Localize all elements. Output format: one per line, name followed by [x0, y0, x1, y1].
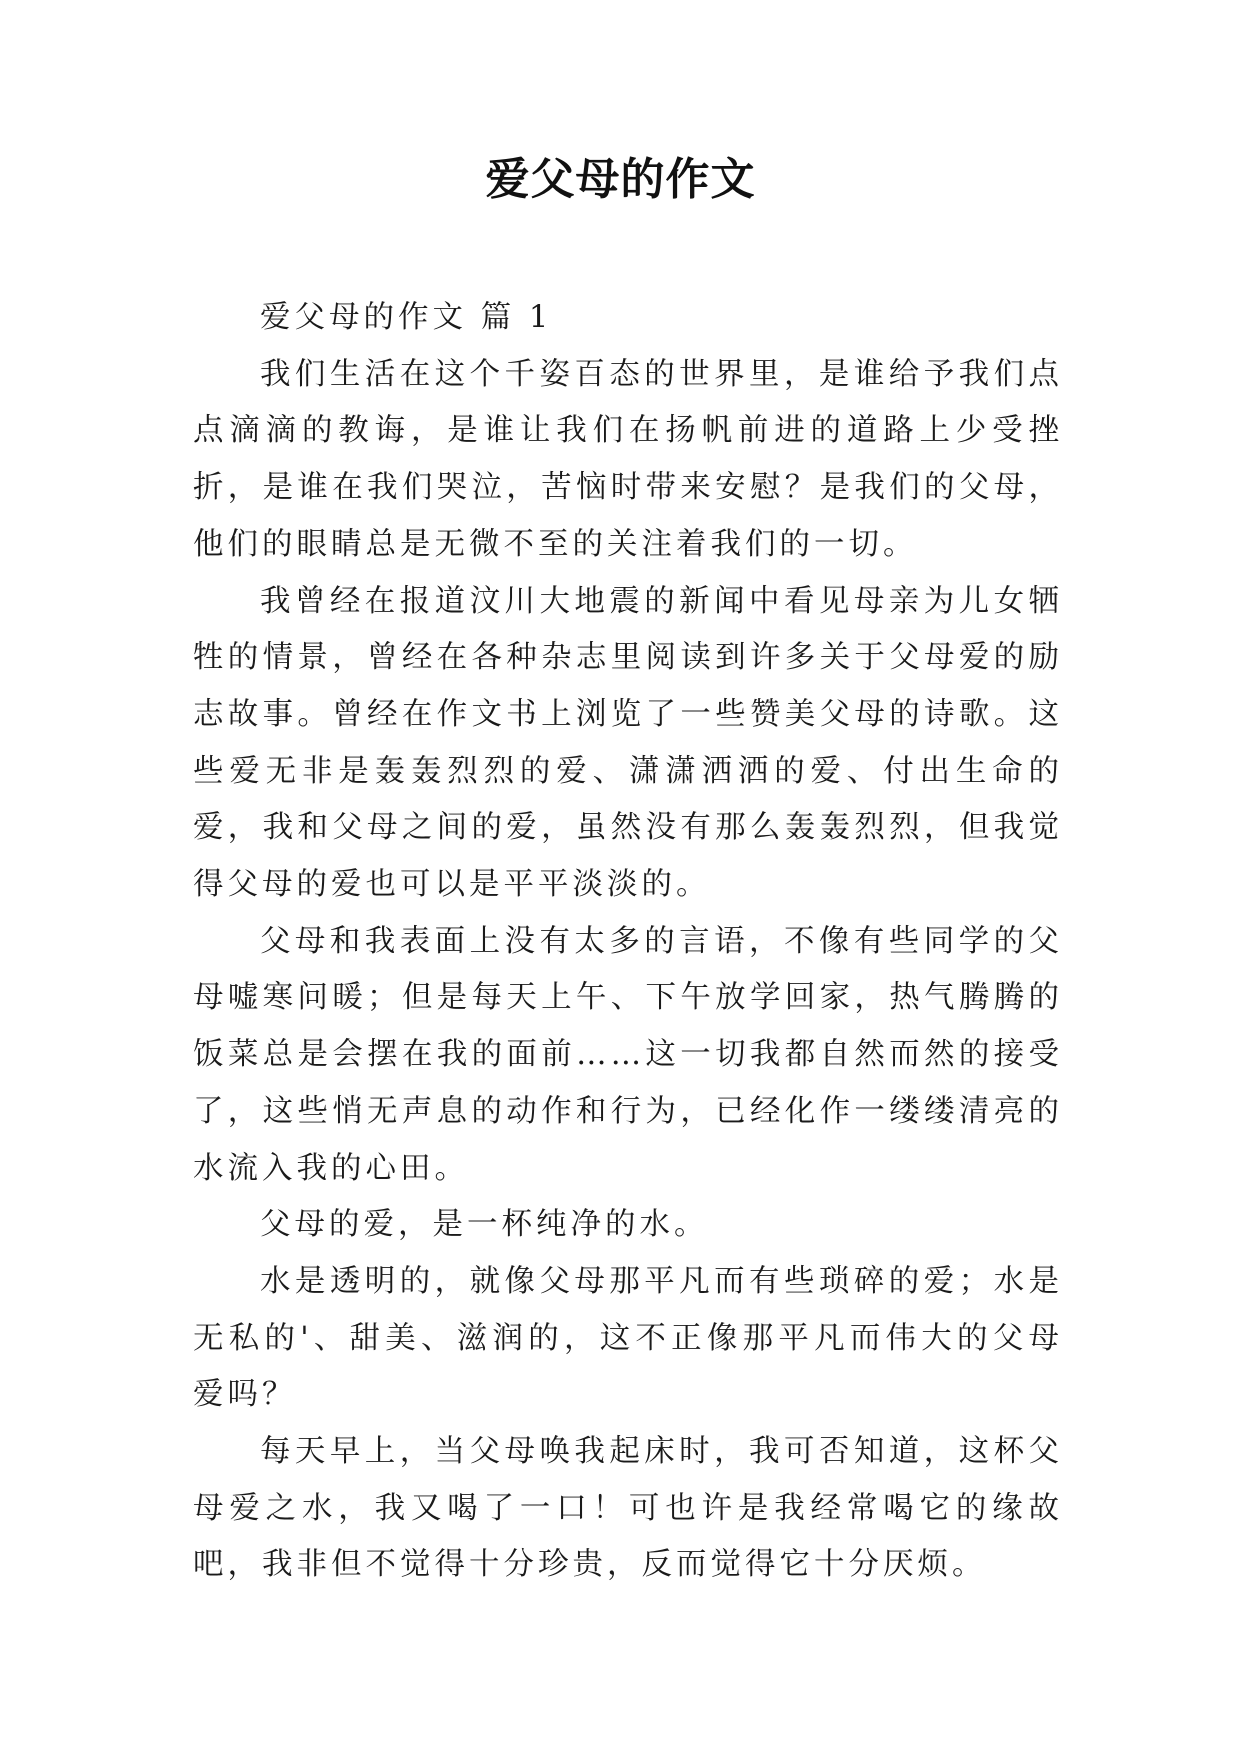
paragraph: 我们生活在这个千姿百态的世界里，是谁给予我们点点滴滴的教诲，是谁让我们在扬帆前进的道路上少受挫折，是谁在我们哭泣，苦恼时带来安慰？是我们的父母，他们的眼睛总是无微不至的关注着我们的一切。	[193, 356, 1063, 562]
paragraph: 父母的爱，是一杯纯净的水。	[260, 1207, 709, 1243]
paragraph: 每天早上，当父母唤我起床时，我可否知道，这杯父母爱之水，我又喝了一口！可也许是我经常喝它的缘故吧，我非但不觉得十分珍贵，反而觉得它十分厌烦。	[193, 1434, 1063, 1583]
paragraph: 水是透明的，就像父母那平凡而有些琐碎的爱；水是无私的'、甜美、滋润的，这不正像那平凡而伟大的父母爱吗？	[193, 1263, 1063, 1413]
paragraph: 父母和我表面上没有太多的言语，不像有些同学的父母嘘寒问暖；但是每天上午、下午放学回家，热气腾腾的饭菜总是会摆在我的面前……这一切我都自然而然的接受了，这些悄无声息的动作和行为，已经化作一缕缕清亮的水流入我的心田。	[193, 923, 1063, 1186]
document-title: 爱父母的作文	[485, 154, 756, 205]
section-heading: 爱父母的作文 篇 1	[260, 300, 553, 335]
document-body	[193, 290, 1063, 1594]
paragraph: 我曾经在报道汶川大地震的新闻中看见母亲为儿女牺牲的情景，曾经在各种杂志里阅读到许多关于父母爱的励志故事。曾经在作文书上浏览了一些赞美父母的诗歌。这些爱无非是轰轰烈烈的爱、潇潇洒洒的爱、付出生命的爱，我和父母之间的爱，虽然没有那么轰轰烈烈，但我觉得父母的爱也可以是平平淡淡的。	[193, 583, 1063, 903]
